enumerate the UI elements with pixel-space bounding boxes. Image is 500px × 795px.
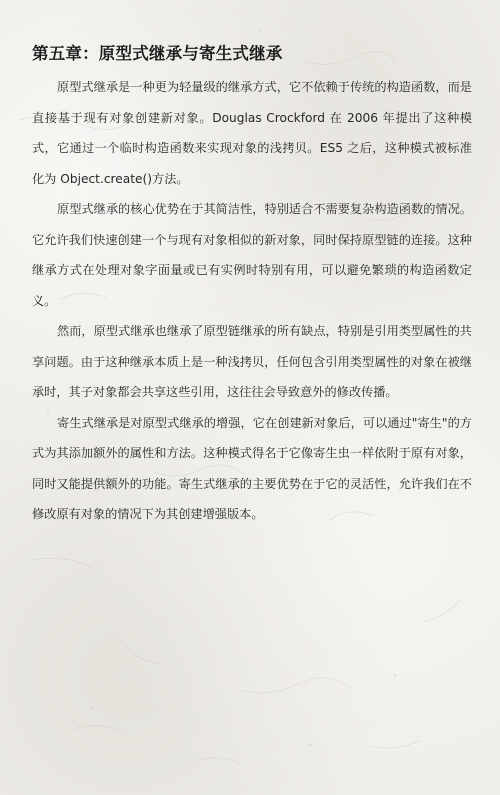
paragraph-4: 寄生式继承是对原型式继承的增强，它在创建新对象后，可以通过"寄生"的方式为其添加额外的属性和方法。这种模式得名于它像寄生虫一样依附于原有对象，同时又能提供额外的功能。寄生式继承的主要优势在于它的灵活性，允许我们在不修改原有对象的情况下为其创建增强版本。 xyxy=(32,415,472,521)
chapter-title: 第五章：原型式继承与寄生式继承 xyxy=(32,44,283,63)
paragraph-1: 原型式继承是一种更为轻量级的继承方式，它不依赖于传统的构造函数，而是直接基于现有对象创建新对象。Douglas Crockford 在 2006 年提出了这种模式，它通过一个临时构造函数来实现对象的浅拷贝。ES5 之后，这种模式被标准化为 Object.create()方法。 xyxy=(32,80,472,186)
paragraph-2: 原型式继承的核心优势在于其简洁性，特别适合不需要复杂构造函数的情况。它允许我们快速创建一个与现有对象相似的新对象，同时保持原型链的连接。这种继承方式在处理对象字面量或已有实例时特别有用，可以避免繁琐的构造函数定义。 xyxy=(32,202,472,308)
paragraph-3: 然而，原型式继承也继承了原型链继承的所有缺点，特别是引用类型属性的共享问题。由于这种继承本质上是一种浅拷贝，任何包含引用类型属性的对象在被继承时，其子对象都会共享这些引用，这往往会导致意外的修改传播。 xyxy=(32,324,472,399)
chapter-page xyxy=(32,40,472,530)
